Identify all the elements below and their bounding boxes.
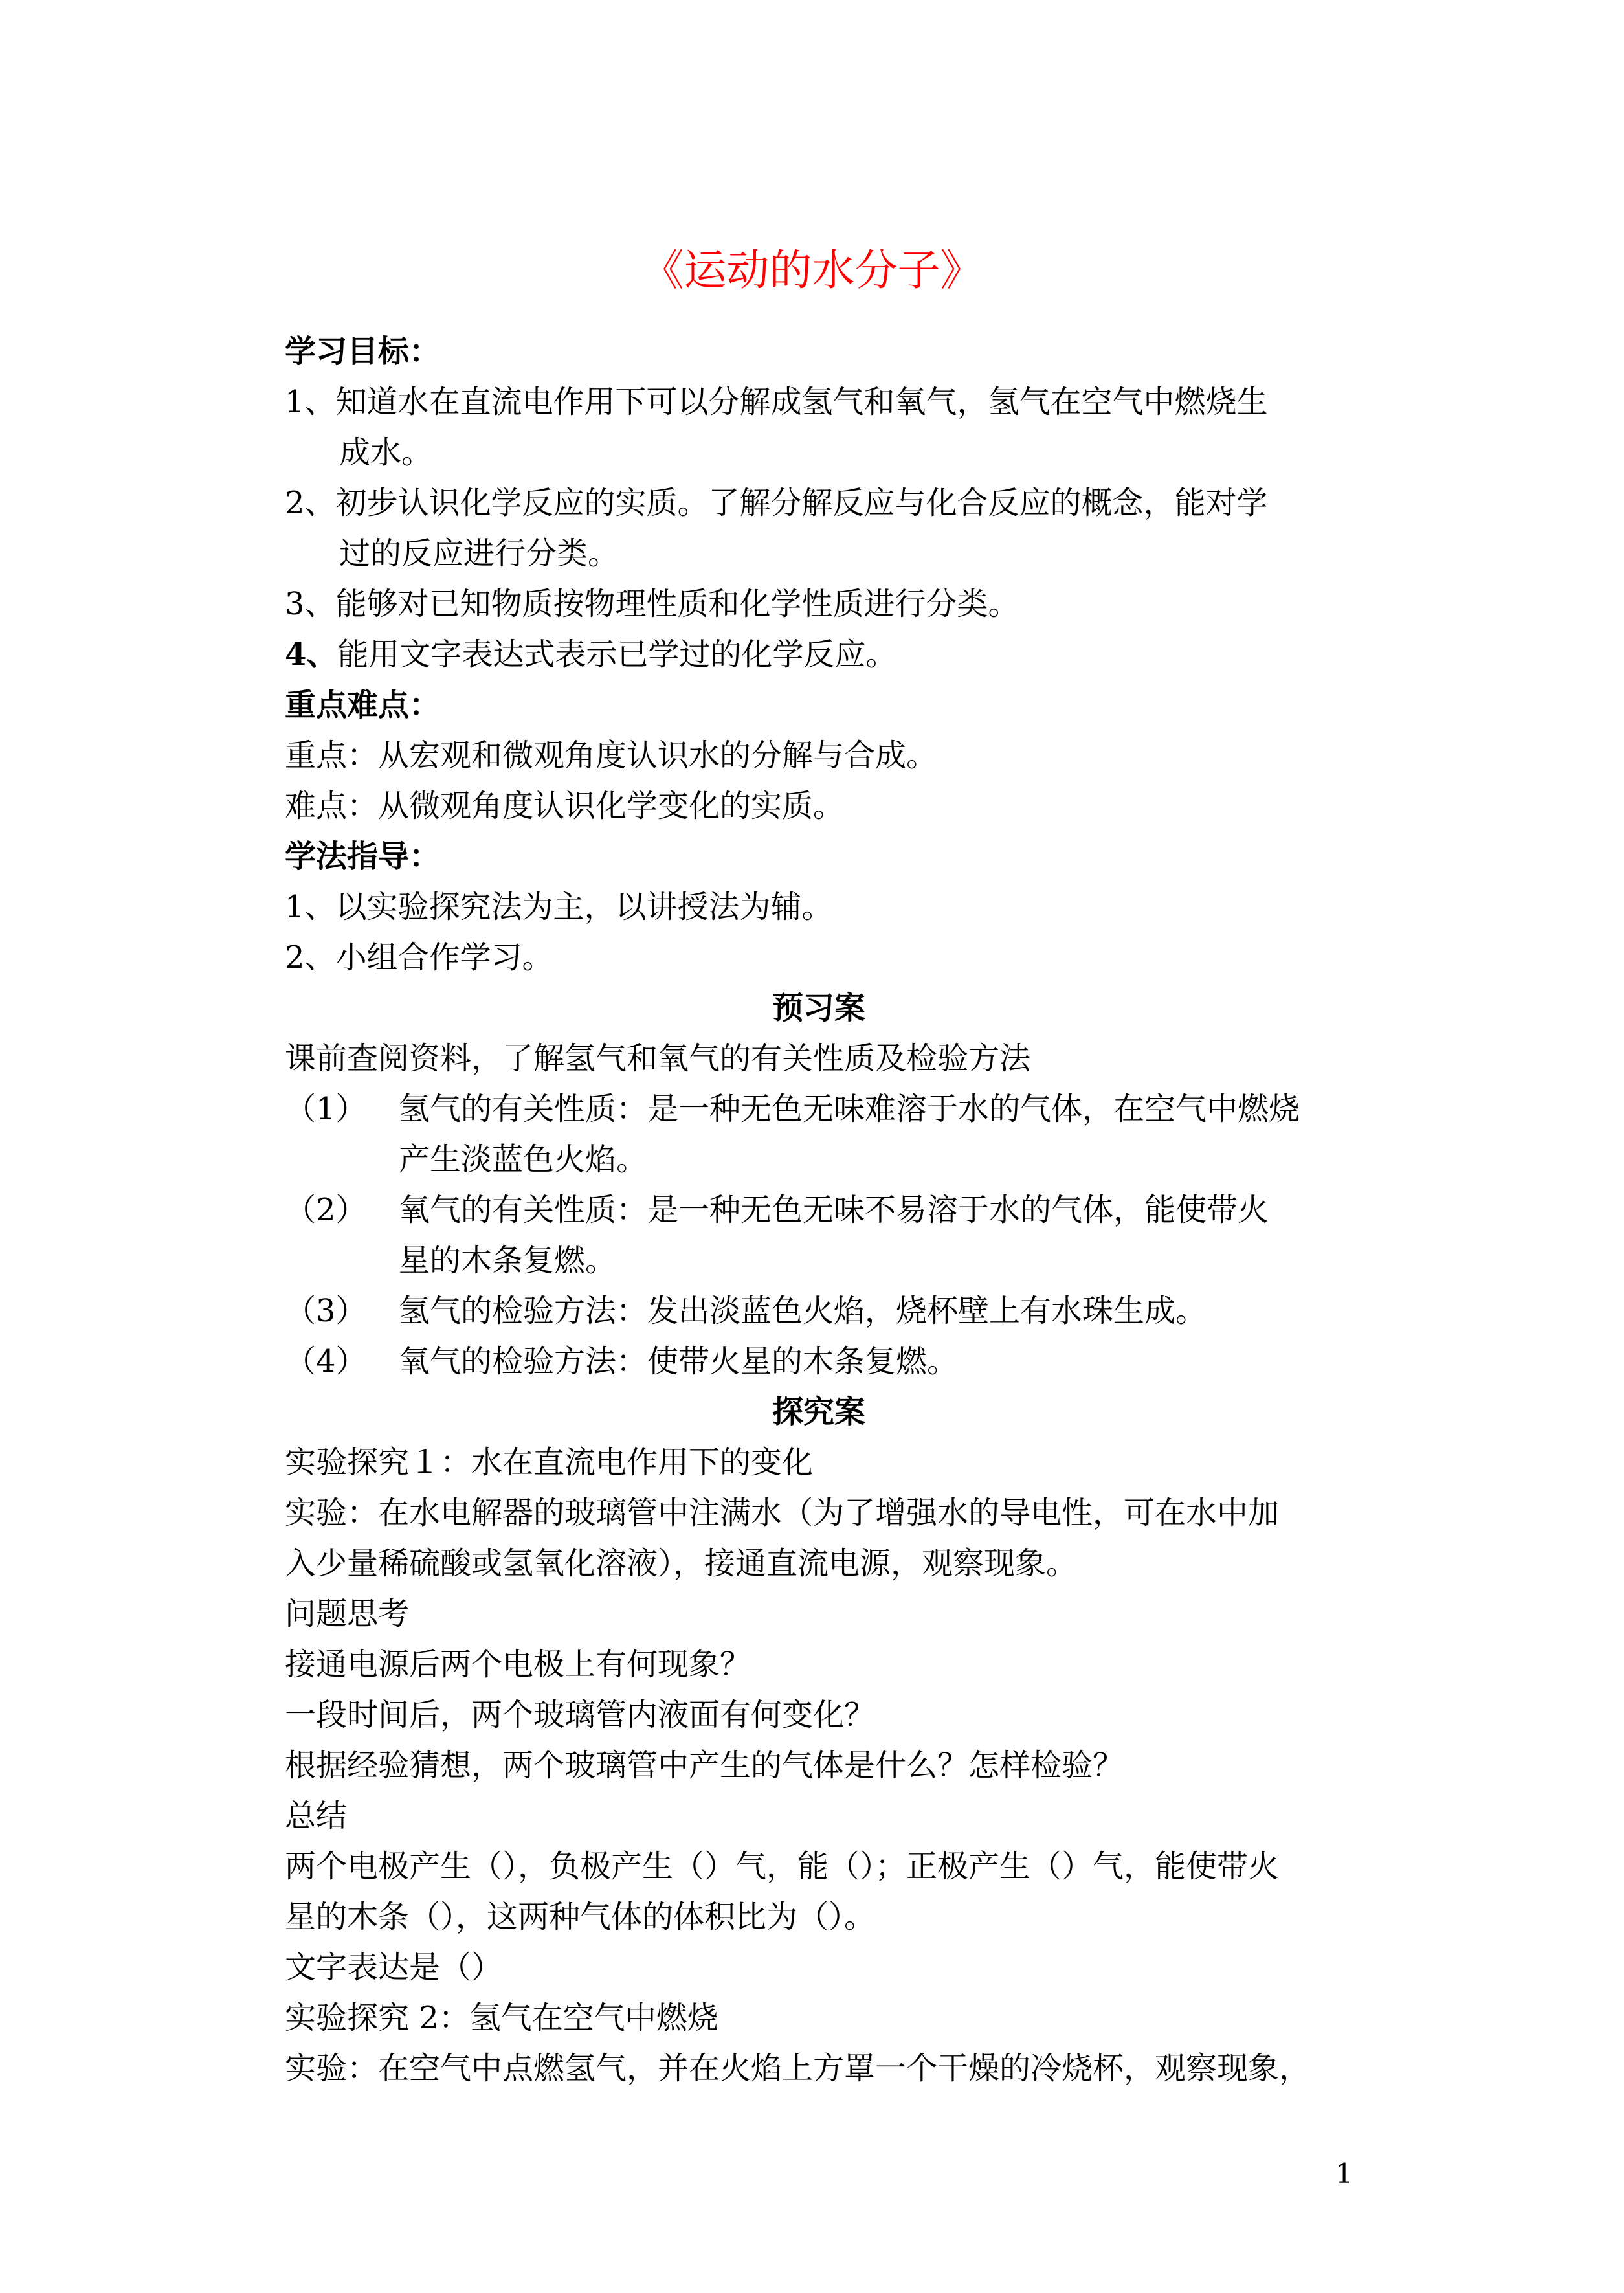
preview-item-number: （4） bbox=[285, 1343, 367, 1380]
preview-intro: 课前查阅资料，了解氢气和氧气的有关性质及检验方法 bbox=[285, 1040, 1031, 1077]
goal-text: 初步认识化学反应的实质。了解分解反应与化合反应的概念，能对学 bbox=[335, 485, 1268, 521]
preview-item-text: 氢气的检验方法：发出淡蓝色火焰，烧杯壁上有水珠生成。 bbox=[399, 1293, 1207, 1329]
preview-item-text: 氧气的检验方法：使带火星的木条复燃。 bbox=[399, 1343, 959, 1380]
focus-text: 重点：从宏观和微观角度认识水的分解与合成。 bbox=[285, 737, 938, 774]
question-item: 接通电源后两个电极上有何现象？ bbox=[285, 1646, 751, 1683]
question-item: 一段时间后，两个玻璃管内液面有何变化？ bbox=[285, 1697, 876, 1733]
goal-item bbox=[285, 377, 1353, 478]
preview-item bbox=[285, 1084, 1353, 1185]
goal-text-continued: 过的反应进行分类。 bbox=[339, 535, 619, 572]
preview-item bbox=[285, 1185, 1353, 1286]
document-body bbox=[285, 326, 1353, 2094]
summary-text-continued: 星的木条（），这两种气体的体积比为（）。 bbox=[285, 1899, 876, 1935]
page-number: 1 bbox=[1335, 2158, 1353, 2189]
preview-item-number: （1） bbox=[285, 1091, 367, 1127]
preview-item-text-continued: 产生淡蓝色火焰。 bbox=[399, 1141, 648, 1178]
preview-item-text: 氧气的有关性质：是一种无色无味不易溶于水的气体，能使带火 bbox=[399, 1192, 1269, 1228]
goals-heading: 学习目标： bbox=[285, 333, 441, 370]
goal-item bbox=[285, 629, 1353, 680]
preview-item-number: （2） bbox=[285, 1192, 367, 1228]
difficulty-text: 难点：从微观角度认识化学变化的实质。 bbox=[285, 788, 845, 824]
experiment-1-text: 实验：在水电解器的玻璃管中注满水（为了增强水的导电性，可在水中加 bbox=[285, 1495, 1280, 1531]
preview-heading: 预习案 bbox=[772, 990, 865, 1026]
goal-number: 2、 bbox=[285, 485, 336, 521]
preview-item-number: （3） bbox=[285, 1293, 367, 1329]
preview-item-text-continued: 星的木条复燃。 bbox=[399, 1242, 617, 1279]
method-item: 1、以实验探究法为主，以讲授法为辅。 bbox=[285, 889, 833, 925]
key-points-heading: 重点难点： bbox=[285, 687, 441, 723]
goal-item bbox=[285, 478, 1353, 579]
method-heading: 学法指导： bbox=[285, 838, 441, 875]
goal-text: 知道水在直流电作用下可以分解成氢气和氧气，氢气在空气中燃烧生 bbox=[335, 384, 1268, 420]
summary-text: 两个电极产生（），负极产生（）气，能（）；正极产生（）气，能使带火 bbox=[285, 1848, 1280, 1885]
goal-text: 能用文字表达式表示已学过的化学反应。 bbox=[337, 636, 897, 673]
questions-heading: 问题思考 bbox=[285, 1596, 410, 1632]
experiment-2-text: 实验：在空气中点燃氢气，并在火焰上方罩一个干燥的冷烧杯，观察现象， bbox=[285, 2050, 1311, 2086]
experiment-2-title: 实验探究 2：氢气在空气中燃烧 bbox=[285, 2000, 718, 2036]
goal-text: 能够对已知物质按物理性质和化学性质进行分类。 bbox=[335, 586, 1019, 622]
preview-item bbox=[285, 1286, 1353, 1336]
goal-number: 4、 bbox=[285, 636, 338, 673]
preview-item bbox=[285, 1336, 1353, 1387]
question-item: 根据经验猜想，两个玻璃管中产生的气体是什么？怎样检验？ bbox=[285, 1747, 1124, 1784]
goal-number: 3、 bbox=[285, 586, 336, 622]
method-item: 2、小组合作学习。 bbox=[285, 939, 553, 976]
inquiry-heading: 探究案 bbox=[772, 1394, 865, 1430]
experiment-1-text-continued: 入少量稀硫酸或氢氧化溶液），接通直流电源，观察现象。 bbox=[285, 1545, 1078, 1582]
summary-heading: 总结 bbox=[285, 1798, 348, 1834]
goal-item bbox=[285, 579, 1353, 629]
goal-number: 1、 bbox=[285, 384, 336, 420]
experiment-1-title: 实验探究１：水在直流电作用下的变化 bbox=[285, 1444, 814, 1481]
document-title: 《运动的水分子》 bbox=[641, 245, 983, 295]
goal-text-continued: 成水。 bbox=[339, 434, 433, 471]
preview-item-text: 氢气的有关性质：是一种无色无味难溶于水的气体，在空气中燃烧 bbox=[399, 1091, 1300, 1127]
word-expression: 文字表达是（） bbox=[285, 1949, 503, 1985]
